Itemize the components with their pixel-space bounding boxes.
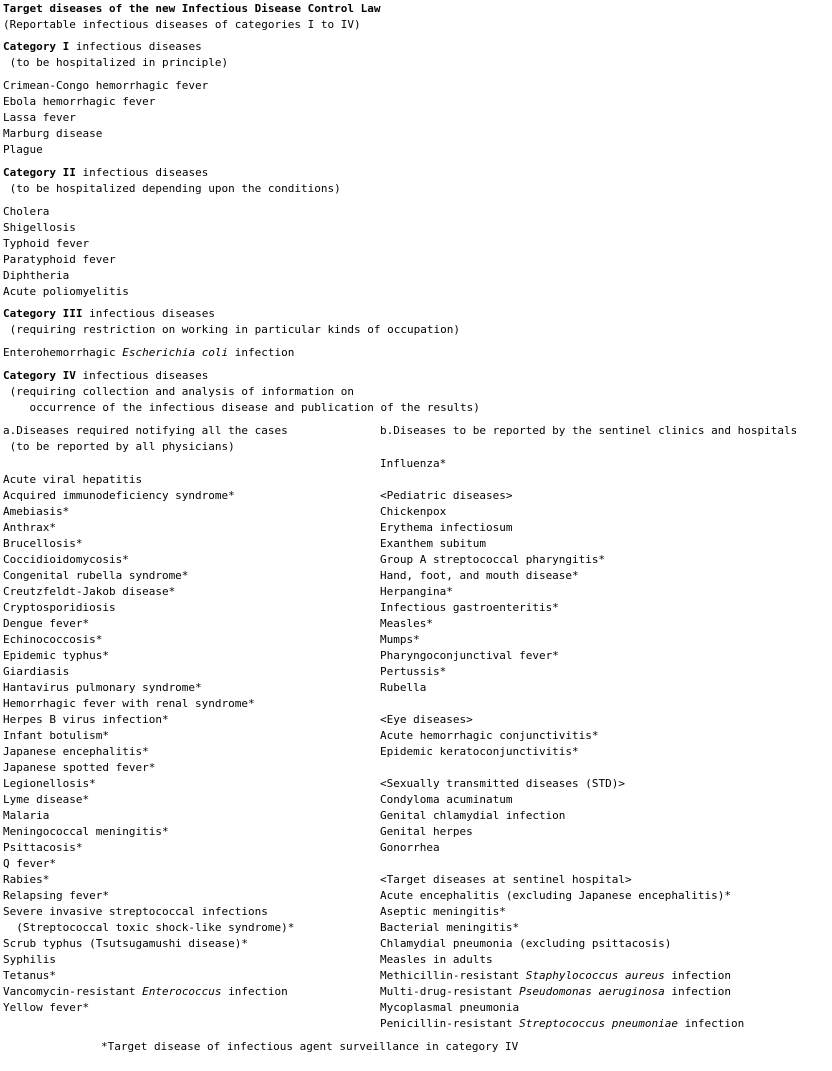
col-a-item: Scrub typhus (Tsutsugamushi disease)* [3,937,249,950]
col-b-group-title: <Eye diseases> [380,713,473,726]
cat1-label: Category I [3,40,70,53]
col-a-item: Relapsing fever* [3,889,109,902]
col-a-item: Cryptosporidiosis [3,601,116,614]
mdrp-post: infection [664,985,732,998]
cat4-heading [3,369,208,382]
col-a-item: Hemorrhagic fever with renal syndrome* [3,697,255,710]
col-b-item: Exanthem subitum [380,537,486,550]
col-b-item: Epidemic keratoconjunctivitis* [380,745,579,758]
vre-post: infection [221,985,288,998]
cat2-item: Typhoid fever [3,237,90,250]
doc-title: Target diseases of the new Infectious Disease Control Law [3,2,381,15]
col-b-item: Group A streptococcal pharyngitis* [380,553,606,566]
col-a-item: Infant botulism* [3,729,109,742]
col-a-item: Congenital rubella syndrome* [3,569,189,582]
col-a-item: Epidemic typhus* [3,649,109,662]
col-b-item: Genital herpes [380,825,473,838]
col-b-item: Measles* [380,617,433,630]
mdrp-pre: Multi-drug-resistant [380,985,520,998]
col-a-item: Amebiasis* [3,505,70,518]
col-b-item: Measles in adults [380,953,493,966]
col-b-item: Pharyngoconjunctival fever* [380,649,559,662]
col-b-item [380,1017,744,1030]
col-a-item: Hantavirus pulmonary syndrome* [3,681,202,694]
col-b-influenza: Influenza* [380,457,447,470]
prsp-post: infection [678,1017,745,1030]
cat2-heading [3,166,208,179]
cat1-note: (to be hospitalized in principle) [3,56,229,69]
cat3-item-post: infection [228,346,295,359]
col-b-group-title: <Sexually transmitted diseases (STD)> [380,777,626,790]
col-a-item: Acquired immunodeficiency syndrome* [3,489,235,502]
col-a-item: (Streptococcal toxic shock-like syndrome)* [3,921,295,934]
col-b-item: Acute encephalitis (excluding Japanese encephalitis)* [380,889,731,902]
col-b-item: Condyloma acuminatum [380,793,513,806]
vre-pre: Vancomycin-resistant [3,985,143,998]
col-b-item: Rubella [380,681,427,694]
cat4-note: (requiring collection and analysis of information on [3,385,354,398]
cat4-label: Category IV [3,369,76,382]
cat3-heading-rest: infectious diseases [82,307,215,320]
col-a-item: Coccidioidomycosis* [3,553,129,566]
col-a-item: Herpes B virus infection* [3,713,169,726]
col-b-item: Pertussis* [380,665,447,678]
col-b-item: Mumps* [380,633,420,646]
cat1-item: Crimean-Congo hemorrhagic fever [3,79,209,92]
cat3-note: (requiring restriction on working in particular kinds of occupation) [3,323,460,336]
col-a-item: Creutzfeldt-Jakob disease* [3,585,176,598]
col-a-item: Dengue fever* [3,617,90,630]
prsp-organism: Streptococcus pneumoniae [519,1017,679,1030]
col-a-item: Meningococcal meningitis* [3,825,169,838]
cat3-item-organism: Escherichia coli [122,346,229,359]
col-b-item [380,985,731,998]
col-a-item: Syphilis [3,953,56,966]
mrsa-pre: Methicillin-resistant [380,969,526,982]
col-a-item: Japanese spotted fever* [3,761,156,774]
vre-organism: Enterococcus [142,985,222,998]
col-b-item [380,969,731,982]
cat4-heading-rest: infectious diseases [75,369,209,382]
col-b-item: Genital chlamydial infection [380,809,566,822]
col-b-heading: b.Diseases to be reported by the sentinel clinics and hospitals [380,424,798,437]
col-a-item: Tetanus* [3,969,56,982]
cat1-item: Ebola hemorrhagic fever [3,95,156,108]
cat2-label: Category II [3,166,76,179]
doc-subtitle: (Reportable infectious diseases of categories I to IV) [3,18,361,31]
cat2-item: Shigellosis [3,221,76,234]
col-a-heading: a.Diseases required notifying all the cases [3,424,288,437]
col-a-item: Giardiasis [3,665,70,678]
cat3-item [3,346,294,359]
cat3-heading [3,307,215,320]
col-b-item: Infectious gastroenteritis* [380,601,559,614]
cat3-item-pre: Enterohemorrhagic [3,346,123,359]
col-a-item: Brucellosis* [3,537,83,550]
cat2-heading-rest: infectious diseases [75,166,209,179]
col-b-item: Bacterial meningitis* [380,921,520,934]
cat1-item: Plague [3,143,43,156]
col-b-item: Aseptic meningitis* [380,905,506,918]
col-a-item: Yellow fever* [3,1001,90,1014]
mrsa-organism: Staphylococcus aureus [525,969,665,982]
col-a-item: Anthrax* [3,521,56,534]
col-b-group-title: <Target diseases at sentinel hospital> [380,873,632,886]
mdrp-organism: Pseudomonas aeruginosa [519,985,665,998]
col-a-item: Psittacosis* [3,841,83,854]
col-a-item: Japanese encephalitis* [3,745,149,758]
col-a-subheading: (to be reported by all physicians) [3,440,235,453]
col-b-item: Hand, foot, and mouth disease* [380,569,579,582]
cat2-item: Cholera [3,205,50,218]
mrsa-post: infection [664,969,732,982]
col-b-item: Gonorrhea [380,841,440,854]
col-b-item: Acute hemorrhagic conjunctivitis* [380,729,599,742]
col-a-item: Legionellosis* [3,777,96,790]
col-a-item: Q fever* [3,857,56,870]
col-a-item: Acute viral hepatitis [3,473,143,486]
cat2-item: Acute poliomyelitis [3,285,129,298]
cat1-heading [3,40,202,53]
col-a-item: Echinococcosis* [3,633,103,646]
cat3-label: Category III [3,307,83,320]
cat4-note: occurrence of the infectious disease and publication of the results) [3,401,480,414]
col-a-item [3,985,288,998]
col-b-item: Erythema infectiosum [380,521,513,534]
cat2-item: Paratyphoid fever [3,253,116,266]
col-b-item: Herpangina* [380,585,453,598]
col-a-item: Malaria [3,809,50,822]
cat1-item: Lassa fever [3,111,76,124]
col-b-item: Mycoplasmal pneumonia [380,1001,520,1014]
col-a-item: Lyme disease* [3,793,90,806]
col-b-item: Chlamydial pneumonia (excluding psittacosis) [380,937,672,950]
cat2-item: Diphtheria [3,269,70,282]
col-b-item: Chickenpox [380,505,447,518]
cat1-heading-rest: infectious diseases [69,40,202,53]
cat1-item: Marburg disease [3,127,103,140]
footnote: *Target disease of infectious agent surveillance in category IV [101,1040,519,1053]
col-a-item: Severe invasive streptococcal infections [3,905,268,918]
cat2-note: (to be hospitalized depending upon the conditions) [3,182,341,195]
col-a-item: Rabies* [3,873,50,886]
prsp-pre: Penicillin-resistant [380,1017,520,1030]
col-b-group-title: <Pediatric diseases> [380,489,513,502]
